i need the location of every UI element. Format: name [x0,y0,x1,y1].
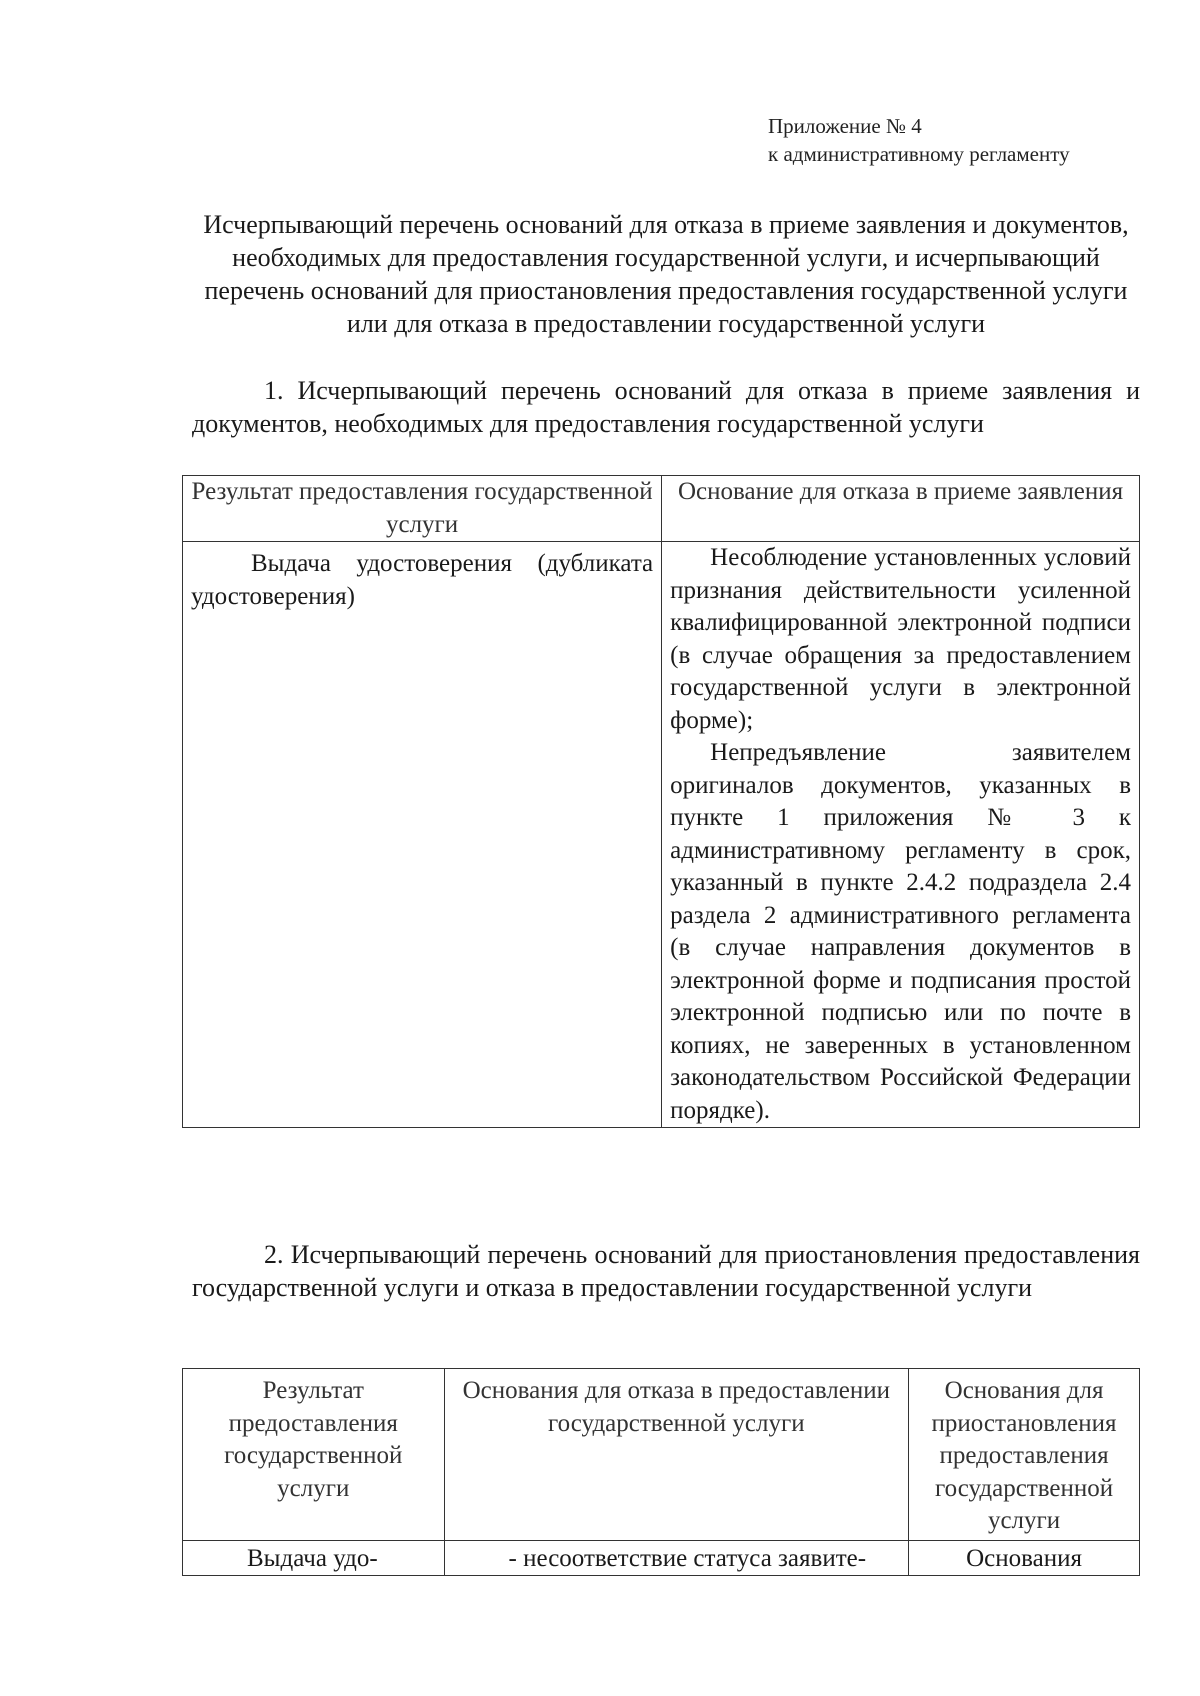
refusal-of-acceptance-table [182,475,1140,1128]
ground-paragraph: Непредъявление заявителем оригиналов документов, указанных в пункте 1 приложения № 3 к административному регламенту в срок, указанный в пункте 2.4.2 подраздела 2.4 раздела 2 административного регламента (в случае направления документов в электронной форме и подписания простой электронной подписью или по почте в копиях, не заверенных в установленном законодательством Российской Федерации порядке). [670,739,1131,1124]
table-header-result: Результат предоставления государственной услуги [183,1369,445,1541]
table-cell-grounds [662,542,1140,1128]
section-2-heading: 2. Исчерпывающий перечень оснований для приостановления предоставления государственной услуги и отказа в предоставлении государственной услуги [192,1240,1140,1302]
table-row [183,542,1140,1128]
table-cell-result: Выдача удостоверения (дубликата удостоверения) [183,542,662,1128]
ground-paragraph: Несоблюдение установленных условий признания действительности усиленной квалифицированной электронной подписи (в случае обращения за предоставлением государственной услуги в электронной форме); [670,544,1131,734]
table-cell-result: Выдача удо- [183,1540,445,1576]
table-header-row [183,476,1140,542]
appendix-reference [768,112,1070,168]
table-cell-suspension: Основания [909,1540,1140,1576]
table-header-grounds: Основание для отказа в приеме заявления [662,476,1140,542]
table-header-suspension: Основания для приостановления предоставления государственной услуги [909,1369,1140,1541]
table-header-row [183,1369,1140,1541]
table-cell-refusal: - несоответствие статуса заявите- [444,1540,909,1576]
appendix-regulation: к административному регламенту [768,142,1070,166]
table-row [183,1540,1140,1576]
section-1-heading: 1. Исчерпывающий перечень оснований для отказа в приеме заявления и документов, необходимых для предоставления государственной услуги [192,376,1140,438]
document-title: Исчерпывающий перечень оснований для отказа в приеме заявления и документов, необходимых для предоставления государственной услуги, и исчерпывающий перечень оснований для приостановления предоставления государственной услуги или для отказа в предоставлении государственной услуги [203,210,1129,338]
suspension-refusal-table [182,1368,1140,1576]
table-header-refusal: Основания для отказа в предоставлении государственной услуги [444,1369,909,1541]
appendix-number: Приложение № 4 [768,114,922,138]
table-header-result: Результат предоставления государственной услуги [183,476,662,542]
